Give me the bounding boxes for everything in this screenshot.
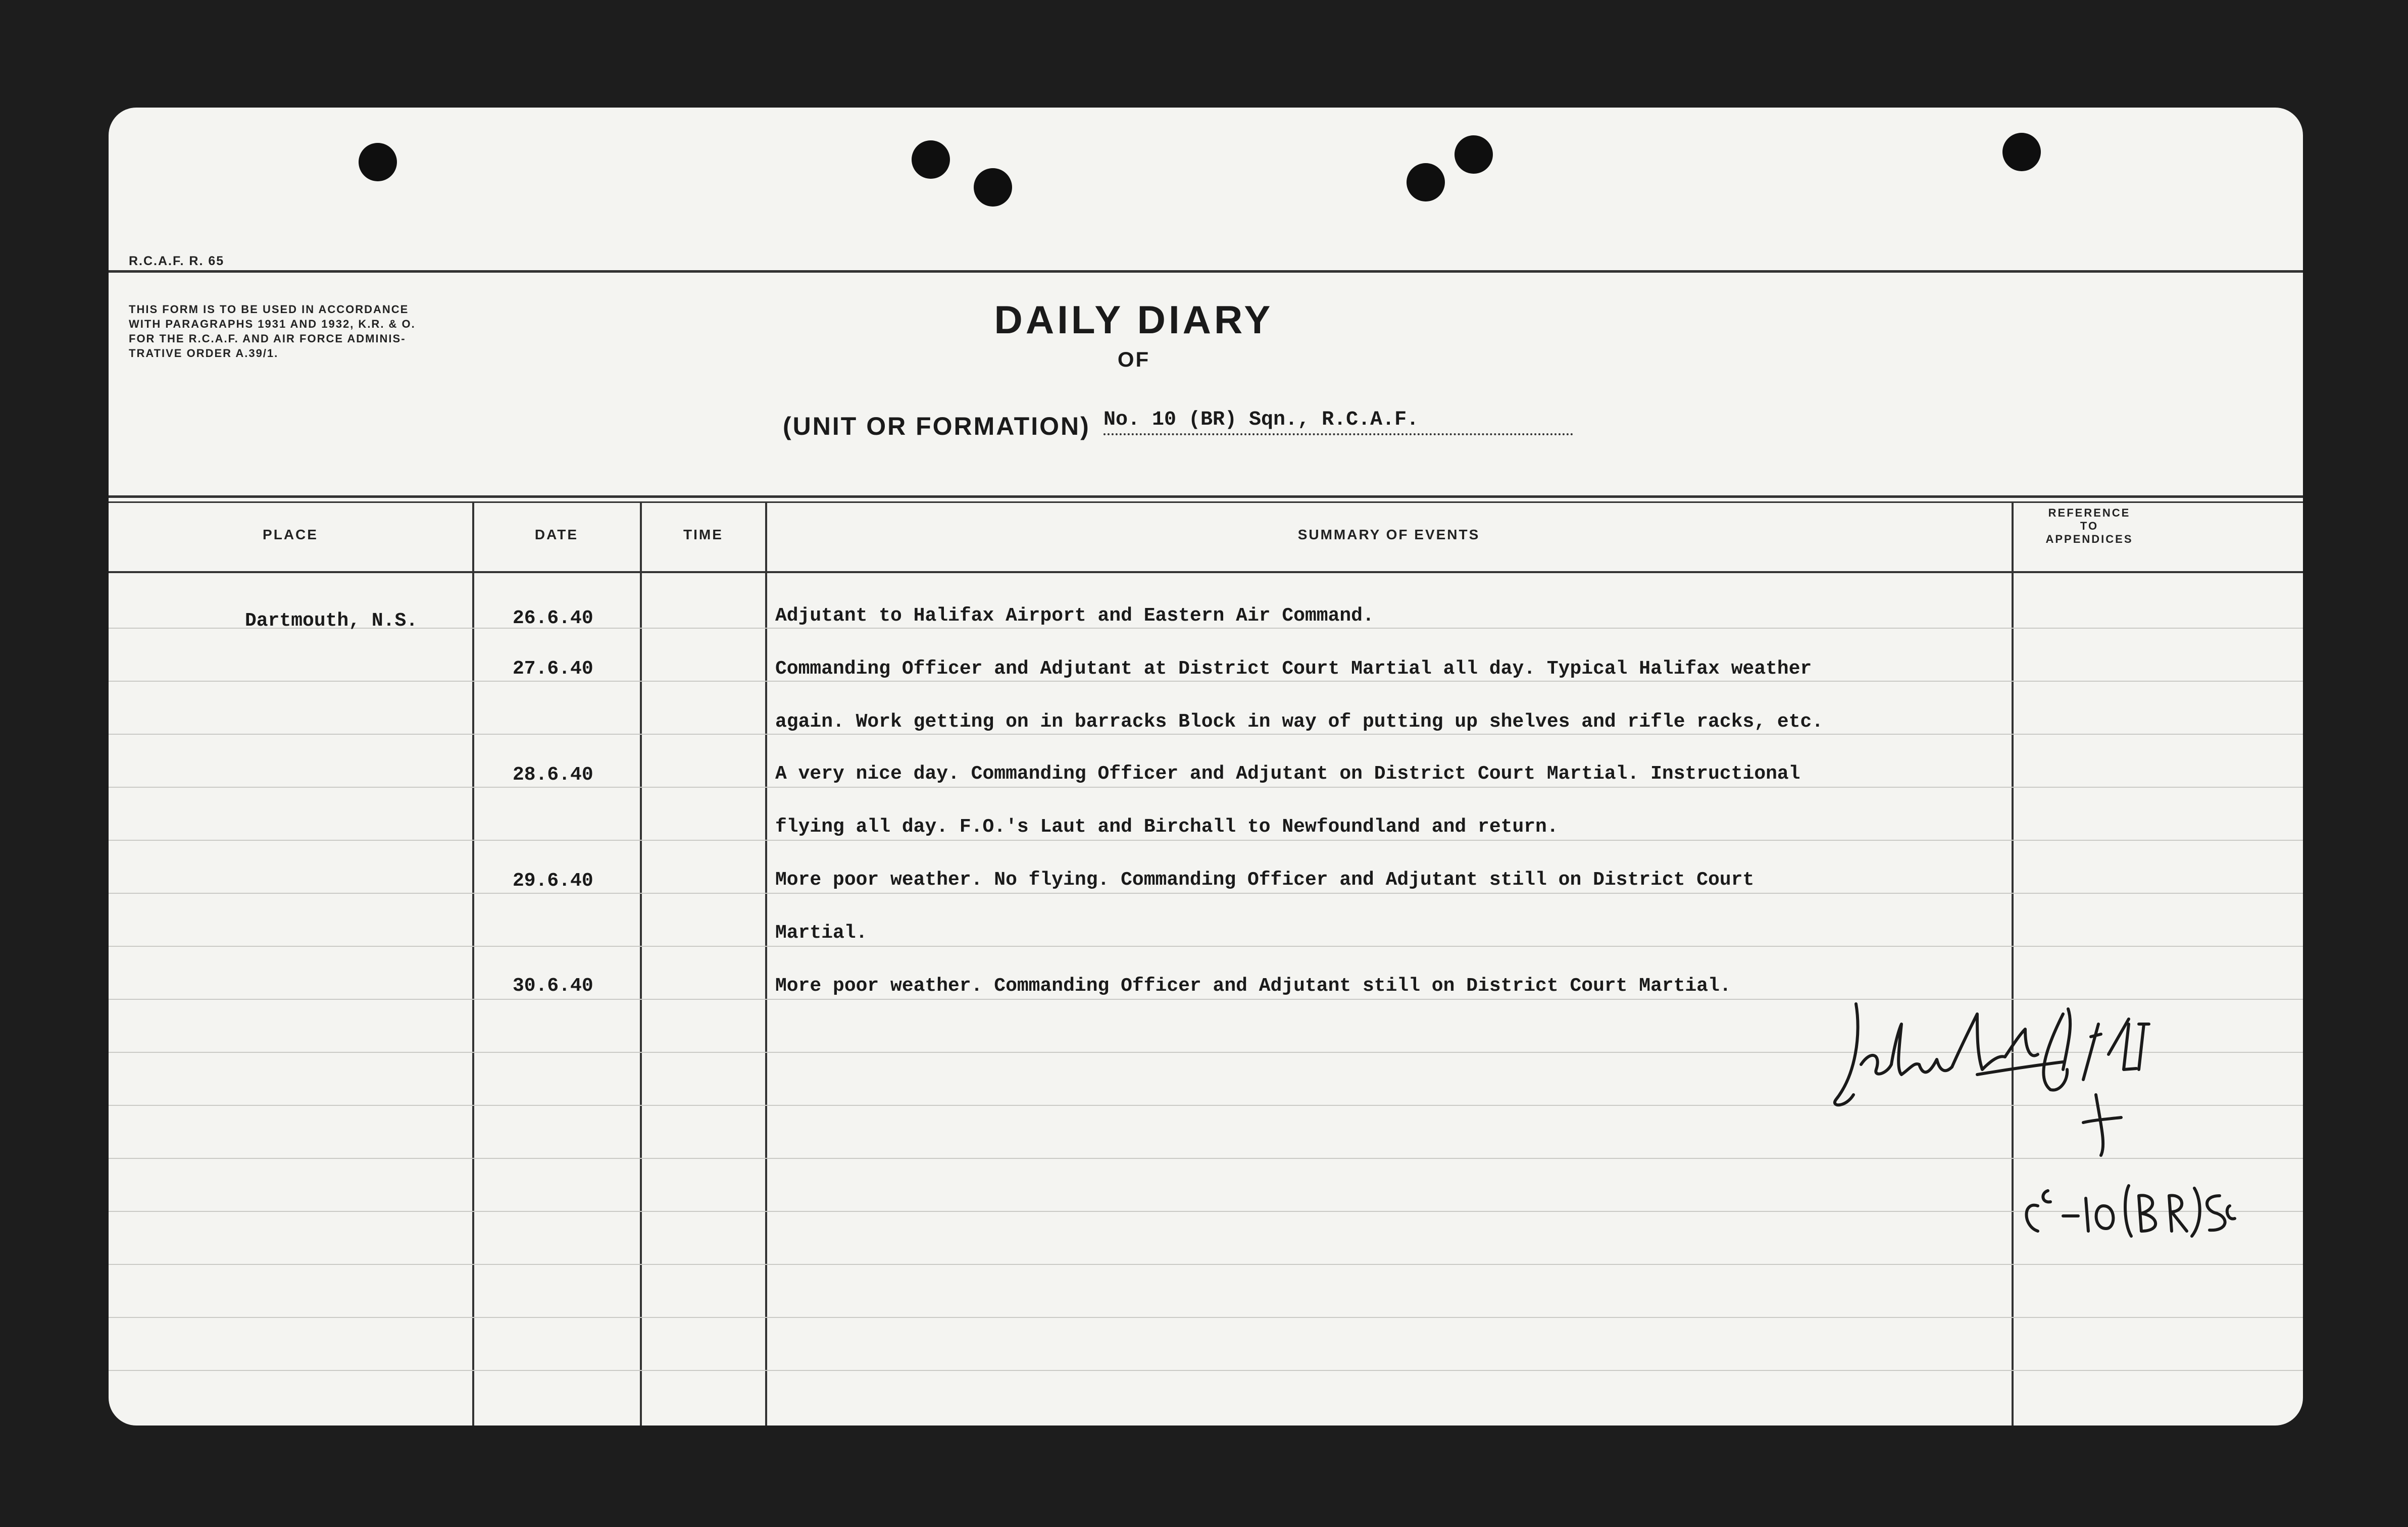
column-header-summary: SUMMARY OF EVENTS	[1297, 527, 1480, 542]
ruled-line	[109, 681, 2303, 682]
column-header-place: PLACE	[263, 527, 318, 542]
punch-hole	[912, 140, 950, 179]
column-divider	[472, 501, 474, 1426]
title-of: OF	[1117, 347, 1150, 371]
unit-label: (UNIT OR FORMATION)	[783, 412, 1090, 440]
unit-value: No. 10 (BR) Sqn., R.C.A.F.	[1103, 409, 1573, 435]
header-bottom-rule	[109, 571, 2303, 573]
ruled-line	[109, 734, 2303, 735]
summary-line: A very nice day. Commanding Officer and Adjutant on District Court Martial. Instructional	[775, 763, 1800, 785]
handwritten-signature	[1826, 994, 2240, 1277]
form-usage-note: THIS FORM IS TO BE USED IN ACCORDANCE WITH PARAGRAPHS 1931 AND 1932, K.R. & O. FOR THE R.C.A.F. AND AIR FORCE ADMINIS- TRATIVE ORDER A.39/1.	[129, 303, 416, 360]
ruled-line	[109, 840, 2303, 841]
punch-hole	[359, 143, 397, 181]
column-divider	[2012, 501, 2014, 1426]
punch-hole	[1454, 135, 1493, 174]
punch-hole	[974, 168, 1012, 207]
column-header-time: TIME	[683, 527, 723, 542]
summary-line: More poor weather. Commanding Officer and Adjutant still on District Court Martial.	[775, 975, 1731, 997]
ruled-line	[109, 787, 2303, 788]
date-cell: 29.6.40	[513, 870, 593, 892]
ruled-line	[109, 628, 2303, 629]
punch-hole	[2002, 133, 2041, 171]
column-divider	[765, 501, 767, 1426]
ruled-line	[109, 946, 2303, 947]
page-title: DAILY DIARY	[994, 297, 1274, 342]
date-cell: 28.6.40	[513, 764, 593, 786]
date-cell: 27.6.40	[513, 658, 593, 680]
summary-line: Martial.	[775, 922, 868, 944]
summary-line: More poor weather. No flying. Commanding Officer and Adjutant still on District Court	[775, 869, 1754, 891]
column-header-date: DATE	[534, 527, 579, 542]
form-code: R.C.A.F. R. 65	[129, 254, 225, 268]
table-top-rule	[109, 501, 2303, 503]
place-cell: Dartmouth, N.S.	[245, 610, 418, 632]
summary-line: Commanding Officer and Adjutant at District Court Martial all day. Typical Halifax weather	[775, 658, 1812, 680]
ruled-line	[109, 1370, 2303, 1371]
ruled-line	[109, 893, 2303, 894]
header-rule	[109, 270, 2303, 273]
summary-line: Adjutant to Halifax Airport and Eastern Air Command.	[775, 605, 1374, 627]
date-cell: 26.6.40	[513, 607, 593, 629]
punch-hole	[1407, 163, 1445, 201]
diary-card	[109, 108, 2303, 1426]
column-divider	[640, 501, 642, 1426]
summary-line: flying all day. F.O.'s Laut and Birchall to Newfoundland and return.	[775, 816, 1559, 838]
column-header-reference: REFERENCE TO APPENDICES	[2045, 506, 2133, 545]
ruled-line	[109, 1317, 2303, 1318]
summary-line: again. Work getting on in barracks Block in way of putting up shelves and rifle racks, etc.	[775, 711, 1824, 733]
table-top-rule	[109, 495, 2303, 498]
date-cell: 30.6.40	[513, 975, 593, 997]
